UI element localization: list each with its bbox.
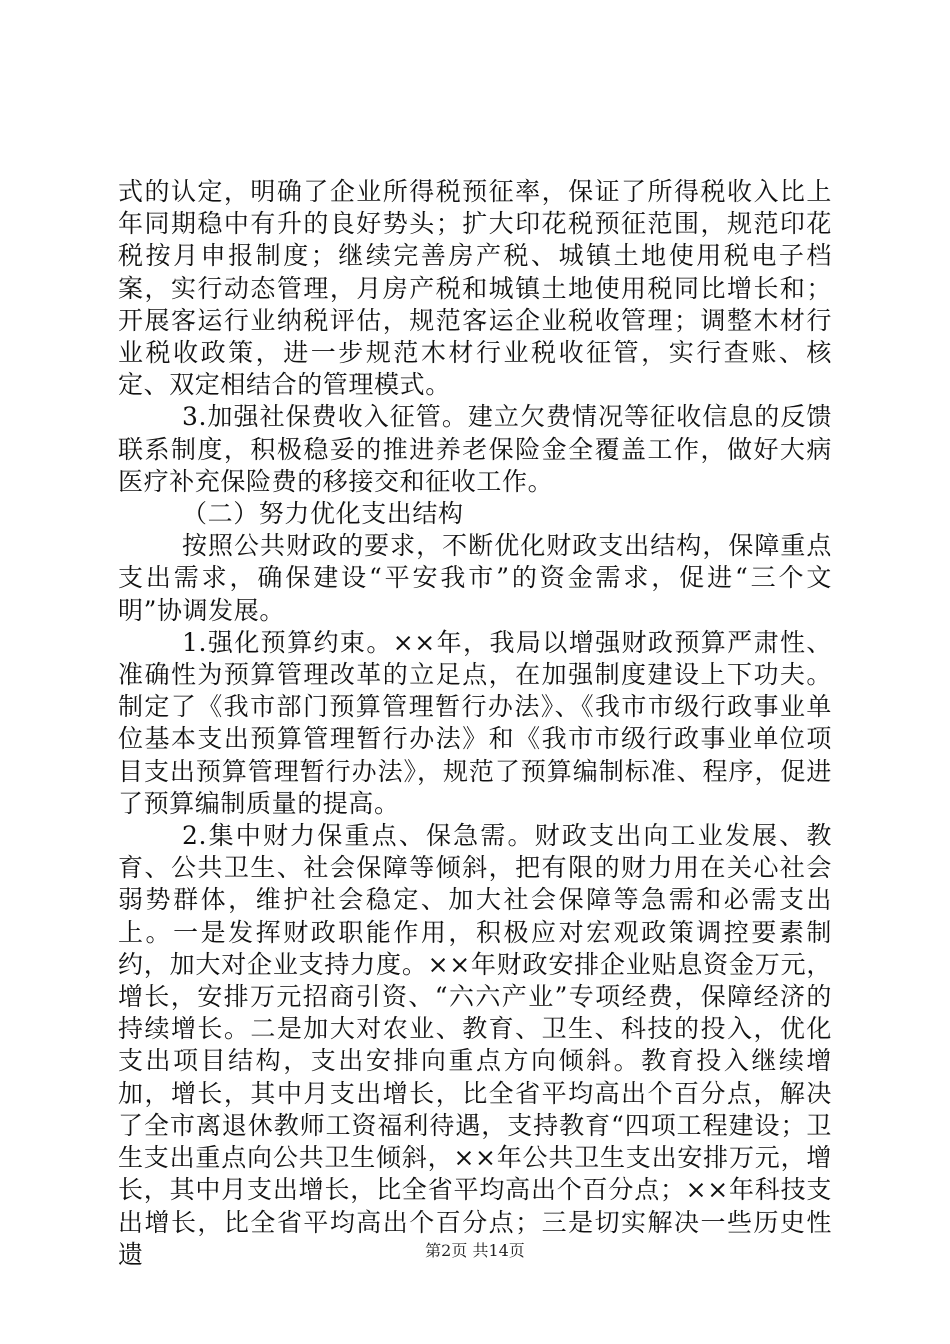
document-body <box>118 176 832 1271</box>
section-heading-expenditure: （二）努力优化支出结构 <box>182 499 464 529</box>
page-number-footer: 第2页 共14页 <box>425 1241 525 1260</box>
paragraph-key-expenditure: 2.集中财力保重点、保急需。财政支出向工业发展、教育、公共卫生、社会保障等倾斜，把有限的财力用在关心社会弱势群体，维护社会稳定、加大社会保障等急需和必需支出上。一是发挥财政职能作用，积极应对宏观政策调控要素制约，加大对企业支持力度。××年财政安排企业贴息资金万元，增长，安排万元招商引资、“六六产业”专项经费，保障经济的持续增长。二是加大对农业、教育、卫生、科技的投入，优化支出项目结构，支出安排向重点方向倾斜。教育投入继续增加，增长，其中月支出增长，比全省平均高出个百分点，解决了全市离退休教师工资福利待遇，支持教育“四项工程建设；卫生支出重点向公共卫生倾斜，××年公共卫生支出安排万元，增长，其中月支出增长，比全省平均高出个百分点；××年科技支出增长，比全省平均高出个百分点；三是切实解决一些历史性遗 <box>118 821 832 1269</box>
paragraph-tax-management: 式的认定，明确了企业所得税预征率，保证了所得税收入比上年同期稳中有升的良好势头；扩大印花税预征范围，规范印花税按月申报制度；继续完善房产税、城镇土地使用税电子档案，实行动态管理，月房产税和城镇土地使用税同比增长和；开展客运行业纳税评估，规范客运企业税收管理；调整木材行业税收政策，进一步规范木材行业税收征管，实行查账、核定、双定相结合的管理模式。 <box>118 177 832 400</box>
paragraph-social-security-fees: 3.加强社保费收入征管。建立欠费情况等征收信息的反馈联系制度，积极稳妥的推进养老保险金全覆盖工作，做好大病医疗补充保险费的移接交和征收工作。 <box>118 402 832 496</box>
paragraph-public-finance: 按照公共财政的要求，不断优化财政支出结构，保障重点支出需求，确保建设“平安我市”的资金需求，促进“三个文明”协调发展。 <box>118 531 832 625</box>
paragraph-budget-constraint: 1.强化预算约束。××年，我局以增强财政预算严肃性、准确性为预算管理改革的立足点，在加强制度建设上下功夫。制定了《我市部门预算管理暂行办法》、《我市市级行政事业单位基本支出预算管理暂行办法》和《我市市级行政事业单位项目支出预算管理暂行办法》，规范了预算编制标准、程序，促进了预算编制质量的提高。 <box>118 627 832 818</box>
